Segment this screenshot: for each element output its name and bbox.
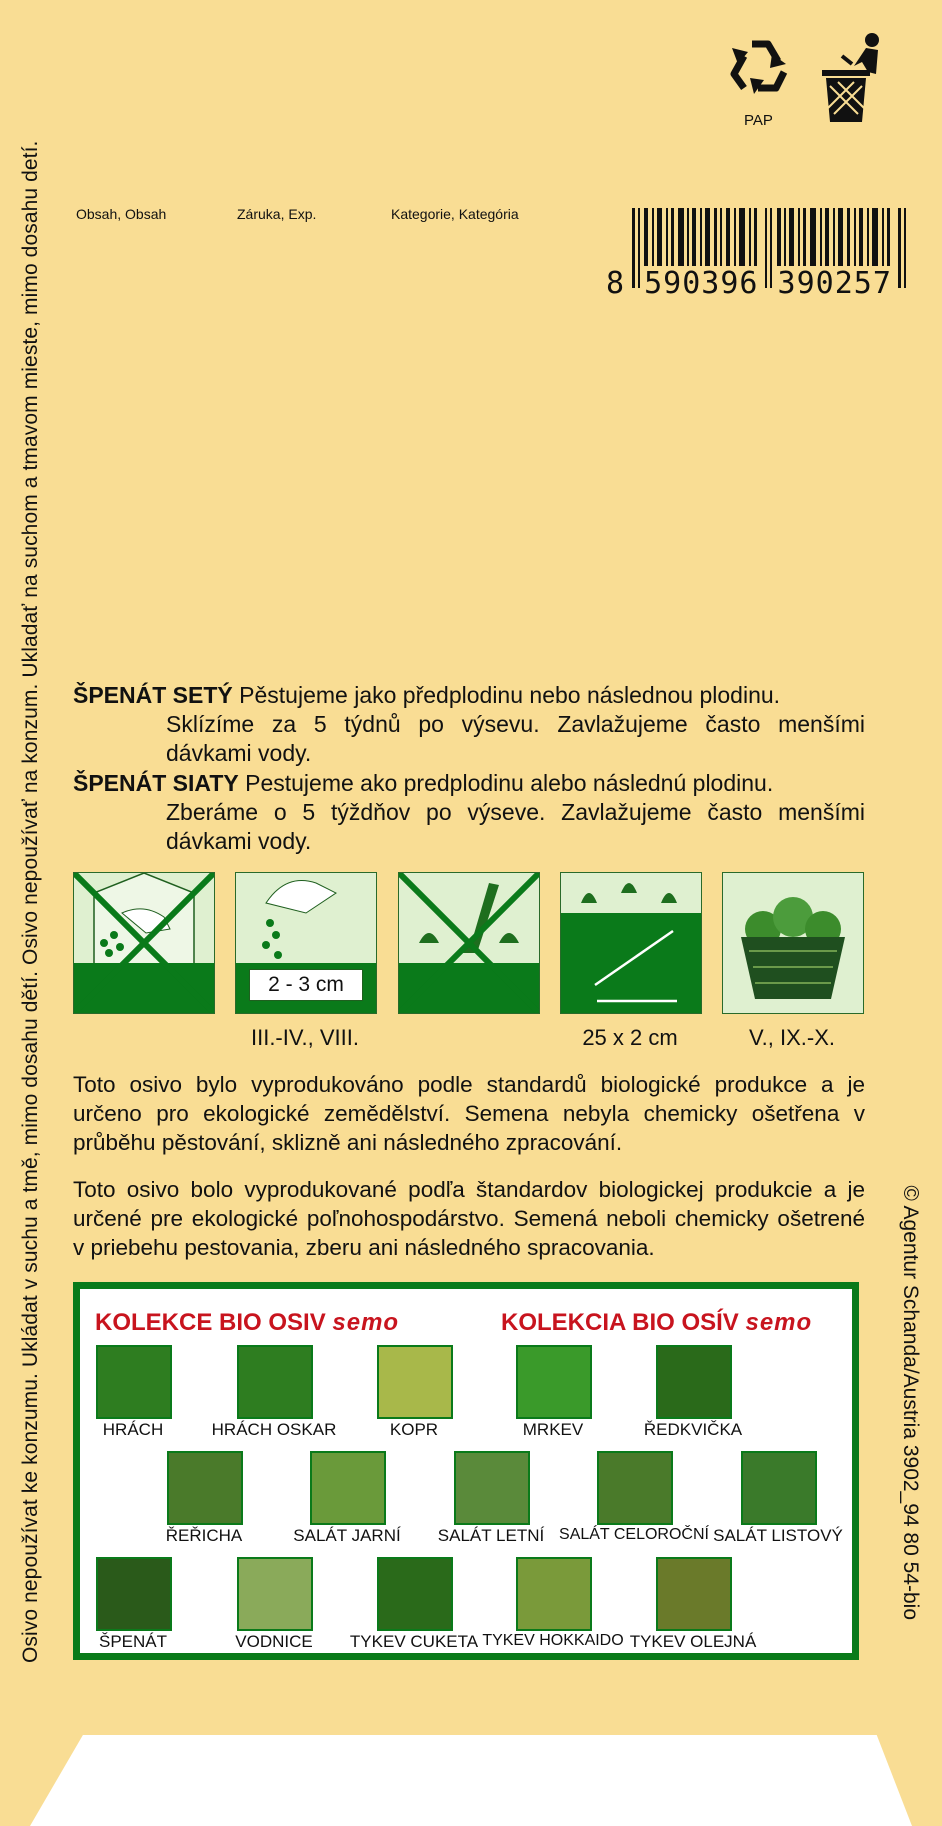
- veg-image-carrot: [516, 1345, 592, 1419]
- veg-label-10: SALÁT LISTOVÝ: [713, 1526, 843, 1545]
- collection-title-sk: KOLEKCIA BIO OSÍV semo: [501, 1309, 813, 1336]
- title-cz: ŠPENÁT SETÝ: [73, 682, 233, 708]
- veg-label-9: SALÁT CELOROČNÍ: [559, 1526, 709, 1543]
- veg-label-12: VODNICE: [235, 1632, 313, 1651]
- veg-image-spring-lettuce: [310, 1451, 386, 1525]
- harvest-time: V., IX.-X.: [748, 1025, 835, 1050]
- bio-collection-box: [73, 1282, 859, 1660]
- veg-image-pea-oskar: [237, 1345, 313, 1419]
- veg-image-oil-pumpkin: [656, 1557, 732, 1631]
- recycle-icon: [724, 34, 796, 100]
- veg-label-4: MRKEV: [522, 1420, 584, 1439]
- veg-image-hokkaido: [516, 1557, 592, 1631]
- veg-image-zucchini: [377, 1557, 453, 1631]
- veg-image-leaf-lettuce: [741, 1451, 817, 1525]
- semo-logo: semo: [332, 1309, 400, 1336]
- warranty-label: Záruka, Exp.: [237, 206, 317, 222]
- veg-image-spinach: [96, 1557, 172, 1631]
- veg-label-6: ŘEŘICHA: [165, 1526, 243, 1545]
- veg-label-15: TYKEV OLEJNÁ: [629, 1632, 757, 1651]
- title-sk: ŠPENÁT SIATY: [73, 770, 239, 796]
- veg-label-7: SALÁT JARNÍ: [293, 1526, 401, 1545]
- veg-label-5: ŘEDKVIČKA: [643, 1420, 743, 1439]
- semo-logo: semo: [745, 1309, 813, 1336]
- veg-image-radish: [656, 1345, 732, 1419]
- sowing-depth: 2 - 3 cm: [249, 969, 363, 1001]
- barcode-number: 8 590396 390257: [606, 266, 892, 301]
- sowing-time: III.-IV., VIII.: [250, 1025, 359, 1050]
- spacing-label: 25 x 2 cm: [582, 1025, 678, 1050]
- veg-label-1: HRÁCH: [102, 1420, 164, 1439]
- packet-bottom-flap: [30, 1735, 912, 1826]
- pictogram-harvest: [722, 872, 864, 1014]
- veg-label-13: TYKEV CUKETA: [349, 1632, 479, 1651]
- pictogram-no-transplant: [398, 872, 540, 1014]
- storage-warning-vertical: Osivo nepoužívat ke konzumu. Ukládat v suchu a tmě, mimo dosahu dětí. Osivo nepoužívať na konzum. Ukladať na suchom a tmavom mieste, mimo dosahu detí.: [19, 140, 42, 1663]
- veg-label-14: TYKEV HOKKAIDO: [482, 1632, 624, 1649]
- veg-image-cress: [167, 1451, 243, 1525]
- veg-label-2: HRÁCH OSKAR: [211, 1420, 337, 1439]
- veg-image-all-year-lettuce: [597, 1451, 673, 1525]
- veg-image-pea: [96, 1345, 172, 1419]
- contents-label: Obsah, Obsah: [76, 206, 167, 222]
- recycle-label: PAP: [744, 112, 773, 129]
- organic-note-sk: Toto osivo bolo vyprodukované podľa štandardov biologickej produkcie a je určené pre ekologické poľnohospodárstvo. Semená neboli chemicky ošetrené v priebehu pestovania, zberu ani následného spracovania.: [73, 1177, 865, 1260]
- veg-label-8: SALÁT LETNÍ: [437, 1526, 545, 1545]
- pictogram-no-indoor: [73, 872, 215, 1014]
- collection-title-cz: KOLEKCE BIO OSIV semo: [95, 1309, 400, 1336]
- veg-image-summer-lettuce: [454, 1451, 530, 1525]
- organic-note-cz: Toto osivo bylo vyprodukováno podle standardů biologické produkce a je určeno pro ekologické zemědělství. Semena nebyla chemicky ošetřena v průběhu pěstování, sklizně ani následného zpracování.: [73, 1072, 865, 1155]
- category-label: Kategorie, Kategória: [391, 206, 519, 222]
- veg-label-11: ŠPENÁT: [98, 1632, 168, 1651]
- description-cz: ŠPENÁT SETÝ Pěstujeme jako předplodinu nebo následnou plodinu. Sklízíme za 5 týdnů po výsevu. Zavlažujeme často menšími dávkami vody.: [73, 682, 865, 766]
- description-sk: ŠPENÁT SIATY Pestujeme ako predplodinu alebo následnú plodinu. Zberáme o 5 týždňov po výseve. Zavlažujeme často menšími dávkami vody.: [73, 770, 865, 854]
- trash-bin-icon: [818, 30, 890, 124]
- veg-label-3: KOPR: [389, 1420, 439, 1439]
- pictogram-spacing: [560, 872, 702, 1014]
- veg-image-turnip: [237, 1557, 313, 1631]
- copyright-vertical: © Agentur Schanda/Austria 3902_94 80 54-bio: [899, 1185, 922, 1620]
- veg-image-dill: [377, 1345, 453, 1419]
- pictogram-sowing: [235, 872, 377, 1014]
